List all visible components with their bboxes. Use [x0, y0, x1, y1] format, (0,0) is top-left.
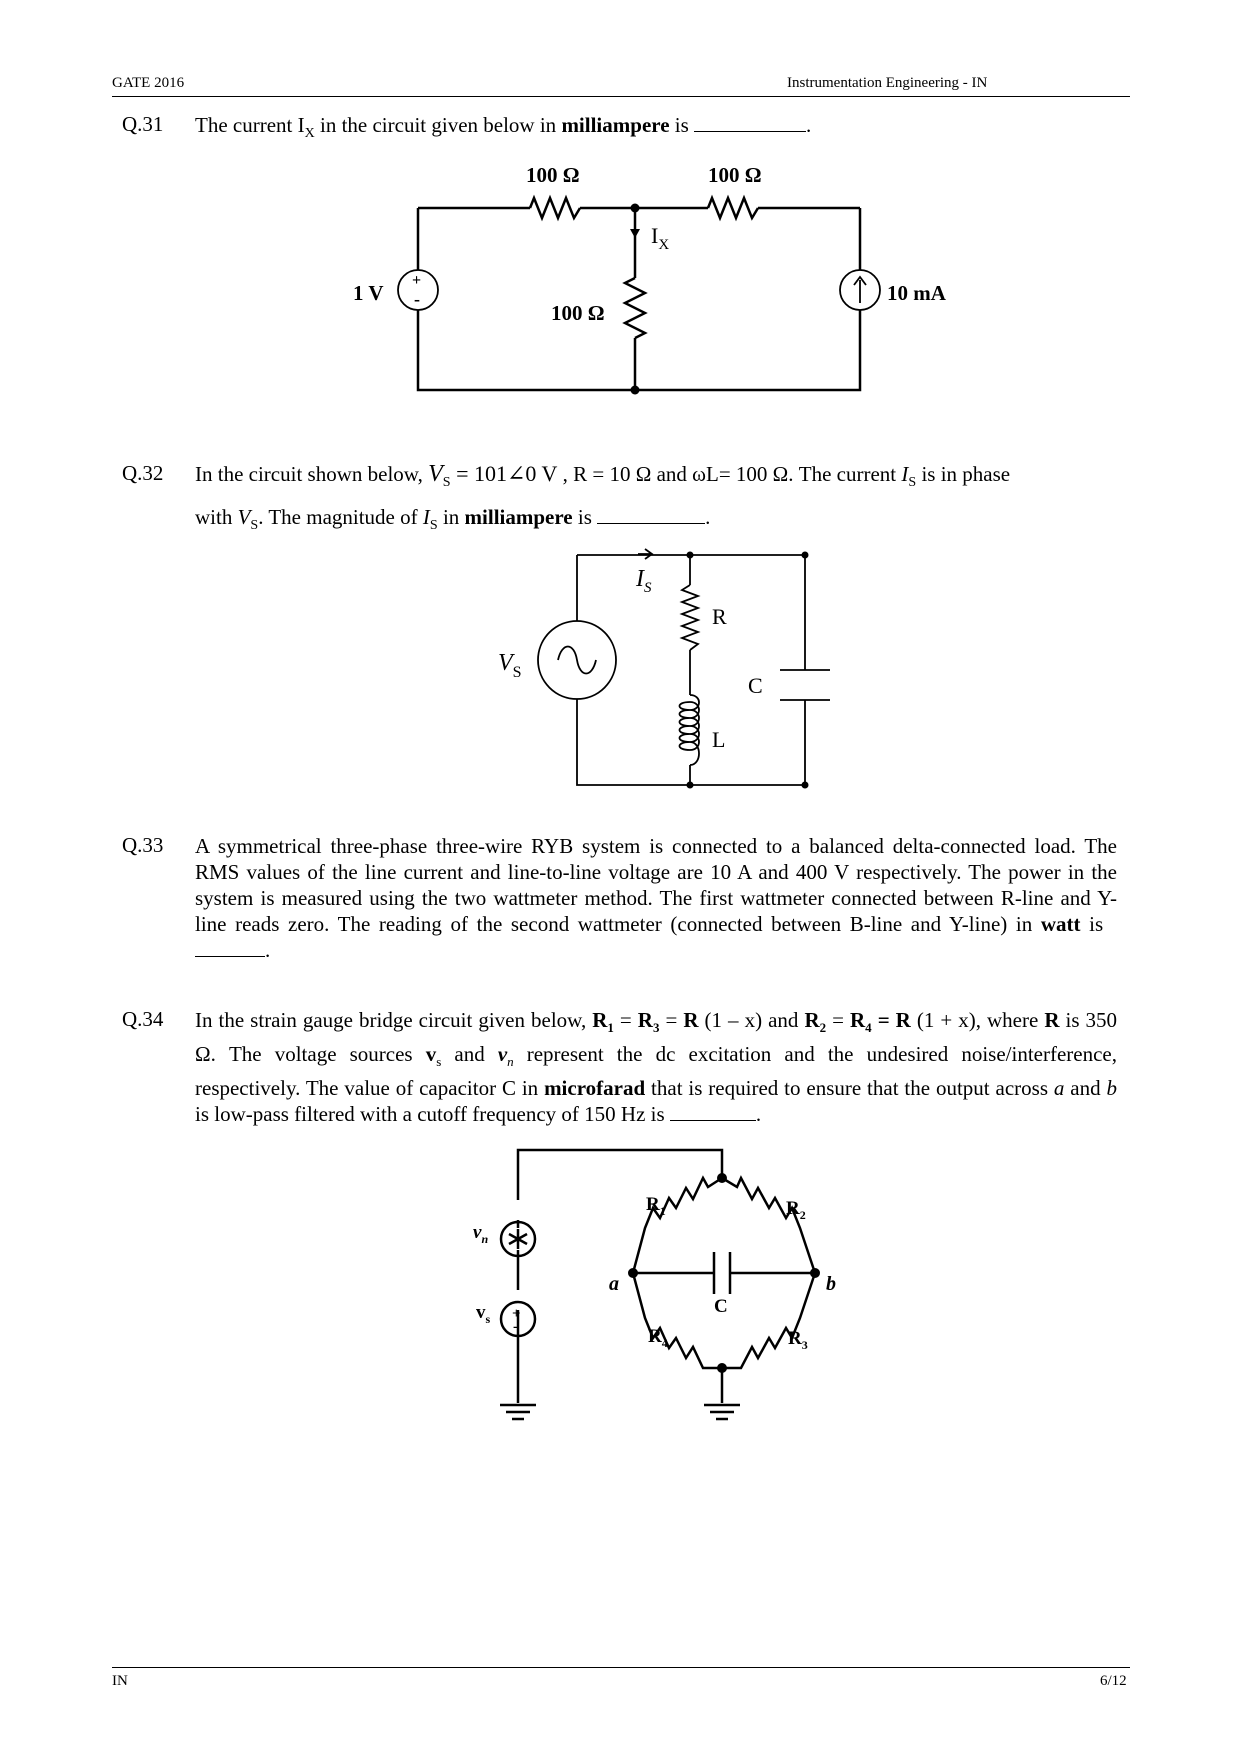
q34-r2-label: $R_2$ [786, 1198, 806, 1222]
ground-icon [704, 1405, 740, 1419]
q32-l-label: L [712, 727, 726, 752]
page-number: 6/12 [1100, 1673, 1127, 1689]
q34-node [717, 1363, 727, 1373]
q31-minus: - [414, 289, 420, 309]
q34-r4-label: $R_4$ [648, 1326, 668, 1350]
q34-number: Q.34 [122, 1007, 164, 1031]
q34-node-a [628, 1268, 638, 1278]
q32-number: Q.32 [122, 461, 164, 485]
q31-r-right-label: 100 Ω [708, 163, 762, 187]
q34-node-b [810, 1268, 820, 1278]
footer-left: IN [112, 1673, 128, 1689]
q32-r-label: R [712, 604, 727, 629]
q34-r4 [633, 1273, 722, 1368]
q34-c-label: C [714, 1296, 728, 1317]
plus-icon: + [512, 1306, 521, 1322]
asterisk-icon [509, 1229, 527, 1249]
q34-r1-label: $R_1$ [646, 1194, 666, 1218]
q34-text: In the strain gauge bridge circuit given below, $R_1 = R_3 = R$ (1 – x) and $R_2 = R_4 = R$ (1 + x), where R is 350 Ω. The voltage sources $v_s$ and $v_n$ represent the dc excitation and the undesired noise/interference, respectively. The value of capacitor C in microfarad that is required to ensure that the output across a and b is low-pass filtered with a cutoff frequency of 150 Hz is . [195, 1008, 1118, 1127]
q34-r3 [722, 1273, 815, 1368]
q31-number: Q.31 [122, 112, 164, 136]
q32-vs-label: $V_S$ [498, 650, 522, 681]
q34-r1 [633, 1178, 722, 1273]
q31-v-source-label: 1 V [353, 281, 384, 305]
q34-vn-label: $v_n$ [473, 1222, 489, 1246]
ground-icon [500, 1405, 536, 1419]
q31-plus: + [412, 272, 422, 289]
q31-i-source-label: 10 mA [887, 281, 946, 305]
q34-a-label: a [609, 1273, 619, 1295]
q33-text: A symmetrical three-phase three-wire RYB system is connected to a balanced delta-connected load. The RMS values of the line current and line-to-line voltage are 10 A and 400 V respectively. The power in the system is measured using the two wattmeter method. The first wattmeter connected between R-line and Y-line reads zero. The reading of the second wattmeter (connected between B-line and Y-line) in watt is . [195, 834, 1117, 962]
q34-node [717, 1173, 727, 1183]
header-left: GATE 2016 [112, 75, 185, 91]
q34-r3-label: $R_3$ [788, 1328, 808, 1352]
q31-ix-label: $I_X$ [651, 223, 670, 253]
q32-is-label: $I_S$ [636, 566, 652, 596]
q34-vs-label: $v_s$ [476, 1302, 491, 1326]
minus-icon: - [513, 1319, 518, 1335]
q32-c-label: C [748, 673, 763, 698]
q31-text: The current $I_X$ in the circuit given below in milliampere is . [195, 113, 812, 142]
q34-wires [518, 1150, 815, 1403]
footer-rule [112, 1667, 1130, 1668]
q34-b-label: b [826, 1273, 836, 1295]
q31-r-left-label: 100 Ω [526, 163, 580, 187]
q31-r-mid-label: 100 Ω [551, 301, 605, 325]
q32-text: In the circuit shown below, $V_S$ = 101∠0 V , R = 10 Ω and ωL= 100 Ω. The current $I_S$ is in phase with $V_S$. The magnitude of $I_S$ in milliampere is . [195, 461, 1011, 534]
header-right: Instrumentation Engineering - IN [787, 75, 988, 91]
q33-number: Q.33 [122, 833, 164, 857]
q34-r2 [722, 1178, 815, 1273]
